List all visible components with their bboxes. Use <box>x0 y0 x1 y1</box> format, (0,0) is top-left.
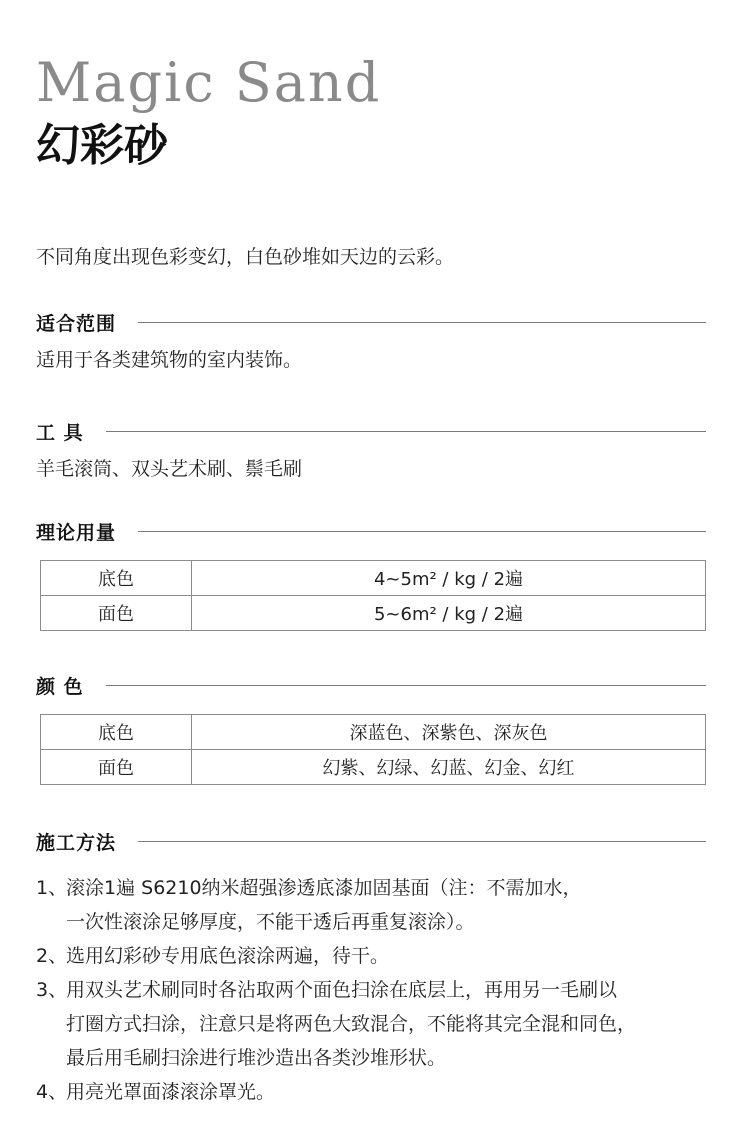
table-cell-value: 深蓝色、深紫色、深灰色 <box>192 715 706 750</box>
table-row <box>41 750 706 785</box>
section-tools-title: 工 具 <box>36 421 84 444</box>
method-steps <box>36 871 716 1109</box>
section-colors-header <box>36 672 706 698</box>
section-method-title: 施工方法 <box>36 831 117 854</box>
section-tools-header <box>36 418 706 444</box>
list-item <box>36 973 716 1075</box>
table-cell-name: 底色 <box>41 715 192 750</box>
list-item <box>36 871 716 939</box>
table-row <box>41 561 706 596</box>
title-chinese: 幻彩砂 <box>36 120 168 171</box>
step-number: 3、 <box>36 979 68 1001</box>
intro-text: 不同角度出现色彩变幻，白色砂堆如天边的云彩。 <box>36 246 455 268</box>
step-text: 选用幻彩砂专用底色滚涂两遍，待干。 <box>66 945 390 967</box>
step-number: 2、 <box>36 945 68 967</box>
section-scope-text: 适用于各类建筑物的室内装饰。 <box>36 349 303 371</box>
section-colors-title: 颜 色 <box>36 675 84 698</box>
section-divider <box>138 841 706 842</box>
table-row <box>41 715 706 750</box>
table-cell-value: 幻紫、幻绿、幻蓝、幻金、幻红 <box>192 750 706 785</box>
section-divider <box>106 685 706 686</box>
list-item <box>36 1075 716 1109</box>
list-item <box>36 939 716 973</box>
step-text: 一次性滚涂足够厚度，不能干透后再重复滚涂）。 <box>66 911 475 933</box>
table-cell-value: 4~5m² / kg / 2遍 <box>192 561 706 596</box>
step-text: 打圈方式扫涂，注意只是将两色大致混合，不能将其完全混和同色， <box>66 1013 637 1035</box>
step-text: 最后用毛刷扫涂进行堆沙造出各类沙堆形状。 <box>66 1047 447 1069</box>
usage-table <box>40 560 706 631</box>
step-number: 4、 <box>36 1081 68 1103</box>
title-english: Magic Sand <box>36 51 382 114</box>
table-row <box>41 596 706 631</box>
step-text: 用双头艺术刷同时各沾取两个面色扫涂在底层上，再用另一毛刷以 <box>66 979 618 1001</box>
section-divider <box>138 531 706 532</box>
step-text: 滚涂1遍 S6210纳米超强渗透底漆加固基面（注：不需加水， <box>66 877 582 899</box>
section-divider <box>106 431 706 432</box>
section-tools-text: 羊毛滚筒、双头艺术刷、鬃毛刷 <box>36 458 303 480</box>
step-text: 用亮光罩面漆滚涂罩光。 <box>66 1081 276 1103</box>
step-number: 1、 <box>36 877 68 899</box>
section-method-header <box>36 828 706 854</box>
section-scope-header <box>36 309 706 335</box>
table-cell-value: 5~6m² / kg / 2遍 <box>192 596 706 631</box>
section-scope-title: 适合范围 <box>36 312 117 335</box>
section-usage-header <box>36 518 706 544</box>
colors-table <box>40 714 706 785</box>
section-usage-title: 理论用量 <box>36 521 117 544</box>
table-cell-name: 面色 <box>41 596 192 631</box>
section-divider <box>138 322 706 323</box>
table-cell-name: 面色 <box>41 750 192 785</box>
table-cell-name: 底色 <box>41 561 192 596</box>
